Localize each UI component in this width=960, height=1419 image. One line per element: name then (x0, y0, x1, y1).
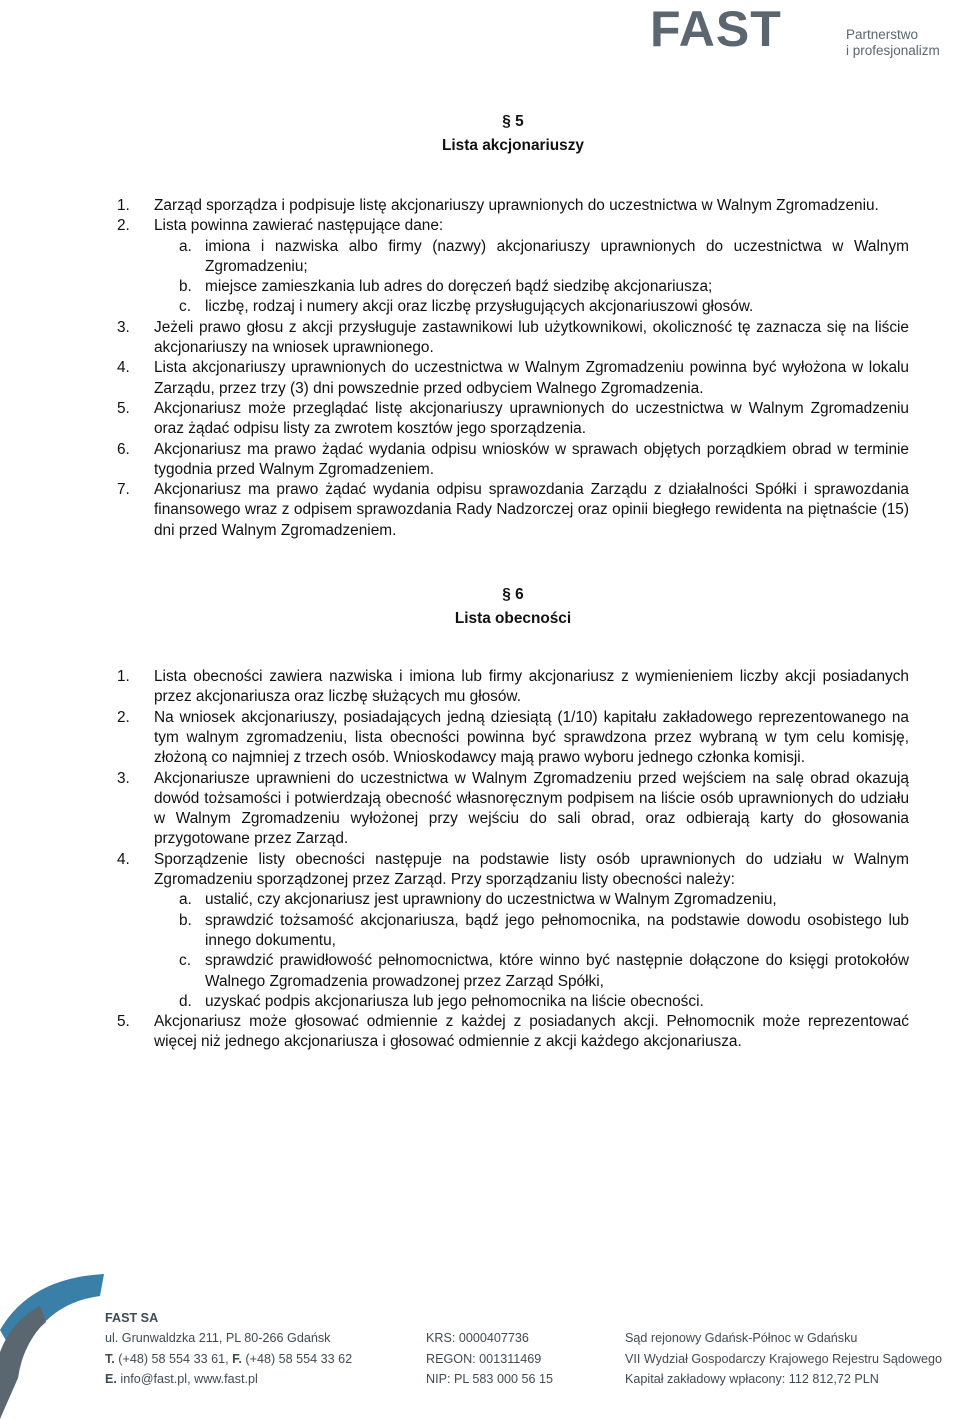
sub-item-text: sprawdzić tożsamość akcjonariusza, bądź jego pełnomocnika, na podstawie dowodu osobistego lub innego dokumentu, (205, 911, 909, 949)
sub-list-item (117, 951, 909, 992)
sub-item-letter: c. (179, 298, 191, 316)
item-number: 2. (117, 217, 130, 235)
item-number: 5. (117, 1013, 130, 1031)
list-item (117, 708, 909, 769)
item-text: Akcjonariusz ma prawo żądać wydania odpisu wniosków w sprawach objętych porządkiem obrad w terminie tygodnia przed Walnym Zgromadzeniem. (154, 440, 909, 478)
sub-item-text: miejsce zamieszkania lub adres do doręczeń bądź siedzibę akcjonariusza; (205, 278, 713, 296)
list-item (117, 440, 909, 481)
section-5-list (117, 196, 909, 541)
section-6 (117, 583, 909, 1053)
footer-court-1: Sąd rejonowy Gdańsk-Północ w Gdańsku (625, 1331, 858, 1346)
section-5 (117, 110, 909, 541)
item-number: 3. (117, 769, 130, 787)
sub-item-letter: c. (179, 952, 191, 970)
section-title: Lista akcjonariuszy (442, 137, 584, 154)
footer-court-2: VII Wydział Gospodarczy Krajowego Rejestru Sądowego (625, 1351, 942, 1366)
sub-list-item (117, 297, 909, 317)
sub-item-letter: a. (179, 237, 192, 255)
item-text: Lista akcjonariuszy uprawnionych do uczestnictwa w Walnym Zgromadzeniu powinna być wyłożona w lokalu Zarządu, przez trzy (3) dni powszednie przed odbyciem Walnego Zgromadzenia. (154, 359, 909, 397)
footer-address: ul. Grunwaldzka 211, PL 80-266 Gdańsk (105, 1331, 331, 1346)
item-number: 5. (117, 399, 130, 417)
sub-item-text: liczbę, rodzaj i numery akcji oraz liczbę przysługujących akcjonariuszowi głosów. (205, 298, 754, 316)
item-text: Na wniosek akcjonariuszy, posiadających jedną dziesiątą (1/10) kapitału zakładowego reprezentowanego na tym walnym zgromadzeniu, lista obecności powinna być sprawdzona przez wybraną w tym celu komisję, złożoną co najmniej z trzech osób. Wnioskodawcy mają prawo wyboru jednego członka komisji. (154, 708, 909, 767)
item-text: Sporządzenie listy obecności następuje na podstawie listy osób uprawnionych do udziału w Walnym Zgromadzeniu sporządzonej przez Zarząd. Przy sporządzaniu listy obecności należy: (154, 850, 909, 889)
sub-list-item (117, 277, 909, 297)
sub-list (117, 237, 909, 318)
sub-list (117, 890, 909, 1012)
email-value: info@fast.pl, www.fast.pl (120, 1372, 258, 1387)
sub-item-text: uzyskać podpis akcjonariusza lub jego pełnomocnika na liście obecności. (205, 992, 704, 1010)
footer-phone-fax (105, 1349, 352, 1369)
sub-item-letter: b. (179, 911, 192, 929)
sub-list-item (117, 890, 909, 910)
footer-nip: NIP: PL 583 000 56 15 (426, 1372, 553, 1387)
footer-email (105, 1369, 352, 1389)
sub-item-text: sprawdzić prawidłowość pełnomocnictwa, które winno być następnie dołączone do księgi protokołów Walnego Zgromadzenia prowadzonej przez Zarząd Spółki, (205, 952, 909, 990)
list-item (117, 399, 909, 440)
logo-tagline-line-1: Partnerstwo (846, 27, 919, 42)
list-item (117, 216, 909, 317)
list-item (117, 480, 909, 541)
footer-court (625, 1308, 942, 1390)
email-label: E. (105, 1372, 117, 1387)
section-6-list (117, 667, 909, 1053)
footer-capital: Kapitał zakładowy wpłacony: 112 812,72 PLN (625, 1372, 879, 1387)
item-text: Jeżeli prawo głosu z akcji przysługuje zastawnikowi lub użytkownikowi, okoliczność tę zaznacza się na liście akcjonariuszy na wniosek uprawnionego. (154, 318, 909, 357)
sub-item-letter: b. (179, 278, 192, 296)
item-text: Zarząd sporządza i podpisuje listę akcjonariuszy uprawnionych do uczestnictwa w Walnym Zgromadzeniu. (154, 197, 879, 214)
section-number: § 5 (502, 113, 524, 130)
sub-item-letter: a. (179, 891, 192, 909)
section-title: Lista obecności (454, 610, 572, 628)
section-heading (117, 110, 909, 158)
list-item (117, 769, 909, 850)
item-number: 4. (117, 359, 130, 377)
item-text: Akcjonariusze uprawnieni do uczestnictwa w Walnym Zgromadzeniu przed wejściem na salę obrad okazują dowód tożsamości i potwierdzają obecność własnoręcznym podpisem na liście osób uprawnionych do udziału w Walnym Zgromadzeniu wyłożonej przy wejściu do sali obrad, oraz odbierają karty do głosowania przygotowane przez Zarząd. (154, 769, 909, 848)
footer-registry (426, 1308, 553, 1390)
list-item (117, 318, 909, 359)
item-number: 1. (117, 668, 130, 686)
list-item (117, 358, 909, 399)
footer-krs: KRS: 0000407736 (426, 1331, 529, 1346)
document-body (117, 110, 909, 1053)
sub-list-item (117, 992, 909, 1012)
sub-list-item (117, 237, 909, 278)
phone-value: (+48) 58 554 33 61, (118, 1351, 229, 1366)
item-number: 3. (117, 318, 130, 336)
logo-tagline-line-2: i profesjonalizm (846, 43, 940, 58)
item-number: 2. (117, 708, 130, 726)
footer-company: FAST SA (105, 1311, 159, 1325)
sub-item-letter: d. (179, 992, 192, 1010)
item-text: Akcjonariusz ma prawo żądać wydania odpisu sprawozdania Zarządu z działalności Spółki i sprawozdania finansowego wraz z odpisem sprawozdania Rady Nadzorczej oraz opinii biegłego rewidenta na piętnaście (15) dni przed Walnym Zgromadzeniem. (154, 481, 909, 539)
section-heading (117, 583, 909, 631)
item-number: 1. (117, 197, 130, 214)
item-number: 6. (117, 440, 130, 458)
list-item (117, 1012, 909, 1053)
list-item (117, 667, 909, 708)
item-number: 7. (117, 481, 130, 499)
item-number: 4. (117, 850, 130, 868)
item-text: Lista obecności zawiera nazwiska i imiona lub firmy akcjonariusz z wymienieniem liczby akcji posiadanych przez akcjonariusza oraz liczbę służących mu głosów. (154, 668, 909, 706)
footer-regon: REGON: 001311469 (426, 1351, 542, 1366)
fax-label: F. (232, 1351, 242, 1366)
footer-contact (105, 1308, 352, 1390)
list-item (117, 196, 909, 216)
item-text: Akcjonariusz może przeglądać listę akcjonariuszy uprawnionych do uczestnictwa w Walnym Zgromadzeniu oraz żądać odpisu listy za zwrotem kosztów jego sporządzenia. (154, 399, 909, 438)
fax-value: (+48) 58 554 33 62 (245, 1351, 353, 1366)
logo-tagline (846, 27, 940, 59)
sub-list-item (117, 911, 909, 952)
logo-wordmark: FAST (650, 1, 782, 57)
footer-arc-graphic (0, 1260, 110, 1419)
phone-label: T. (105, 1351, 115, 1366)
section-number: § 6 (502, 586, 524, 604)
list-item (117, 850, 909, 1012)
company-logo (650, 0, 960, 68)
item-text: Akcjonariusz może głosować odmiennie z każdej z posiadanych akcji. Pełnomocnik może reprezentować więcej niż jednego akcjonariusza i głosować odmiennie z akcji każdego akcjonariusza. (154, 1013, 909, 1051)
sub-item-text: ustalić, czy akcjonariusz jest uprawniony do uczestnictwa w Walnym Zgromadzeniu, (205, 891, 777, 909)
item-text: Lista powinna zawierać następujące dane: (154, 217, 444, 235)
sub-item-text: imiona i nazwiska albo firmy (nazwy) akcjonariuszy uprawnionych do uczestnictwa w Walnym Zgromadzeniu; (205, 237, 909, 275)
